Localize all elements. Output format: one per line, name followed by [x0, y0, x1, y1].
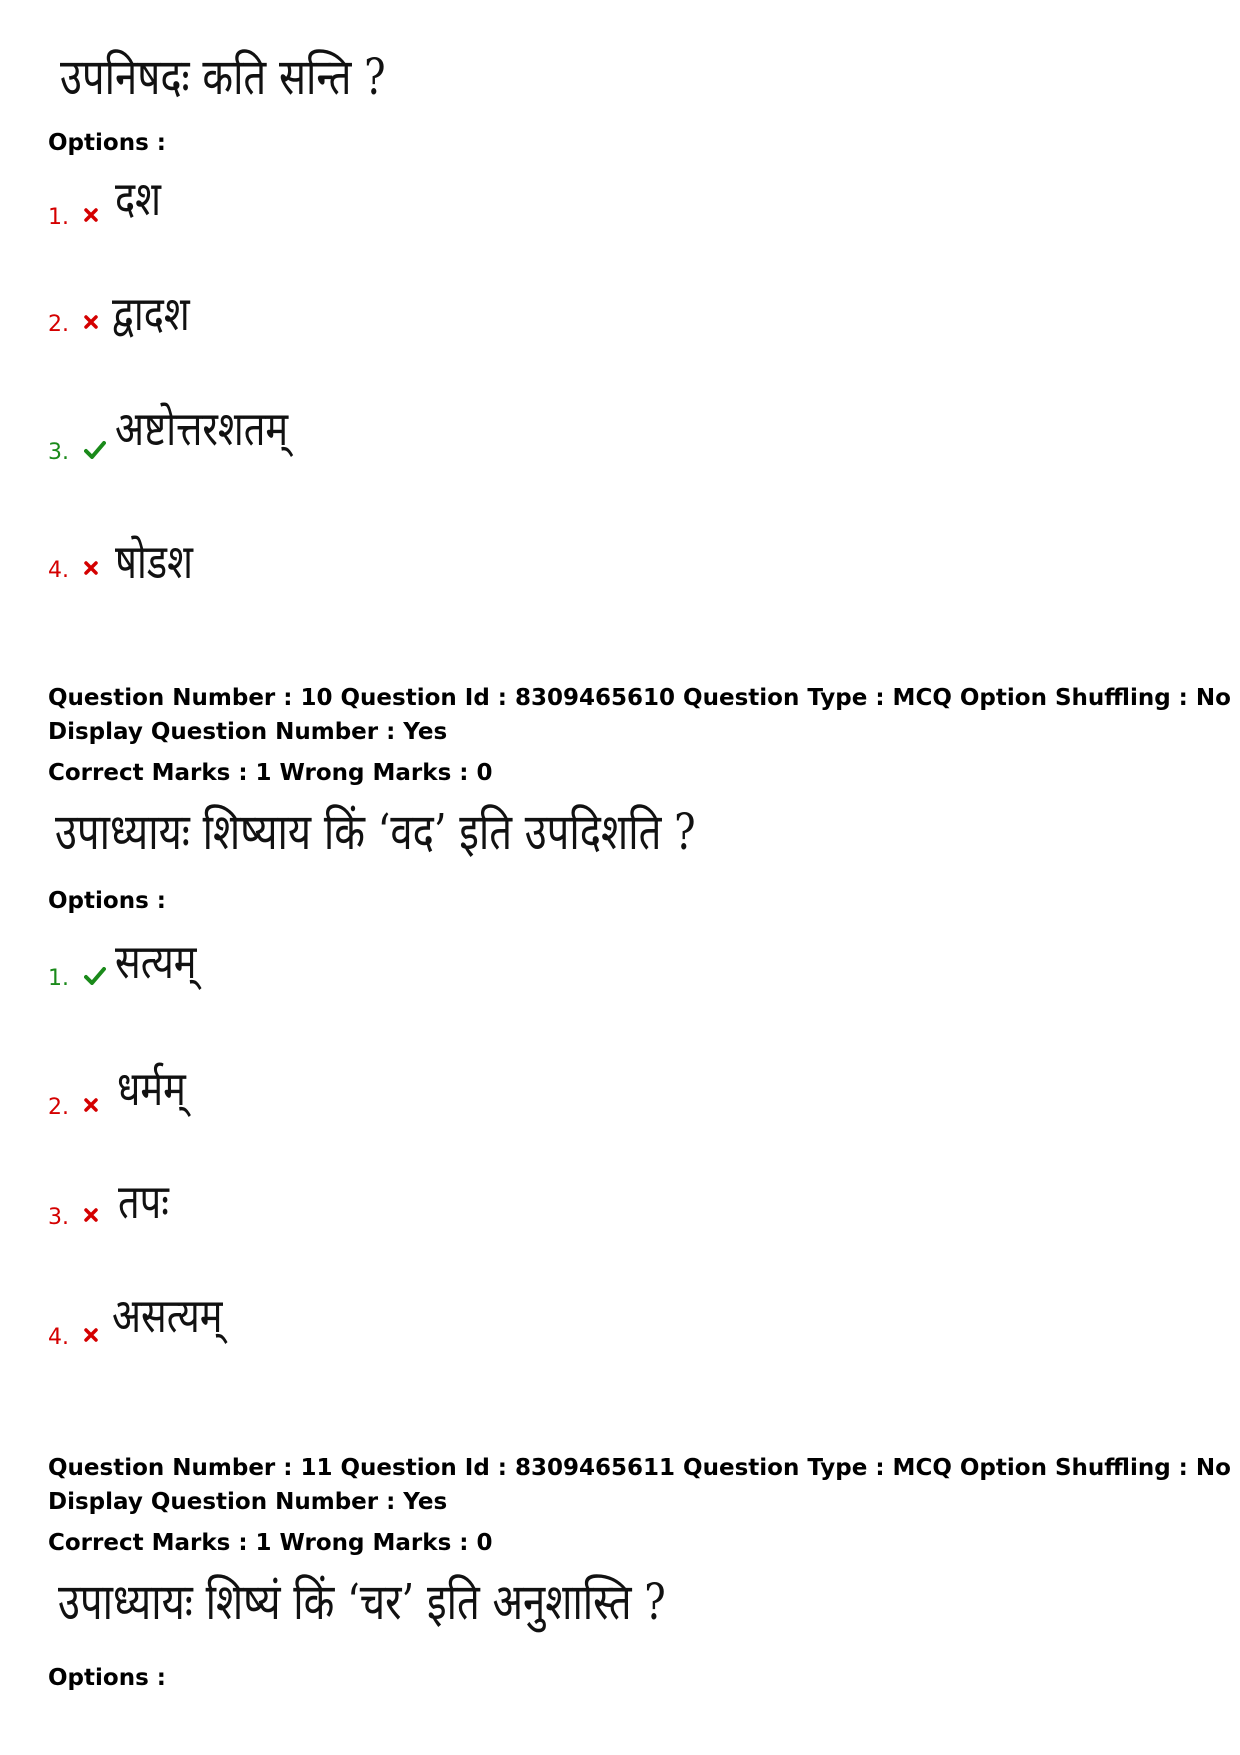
option-number: 3.	[48, 440, 106, 465]
option-text: दश	[115, 171, 162, 227]
cross-icon	[84, 1208, 98, 1222]
options-label: Options :	[48, 888, 166, 914]
option-text: अष्टोत्तरशतम्	[115, 401, 289, 457]
question-meta-display: Display Question Number : Yes	[48, 1489, 448, 1515]
cross-icon	[84, 1328, 98, 1342]
option-number: 4.	[48, 1325, 98, 1350]
check-icon	[84, 967, 106, 985]
option-number: 4.	[48, 558, 98, 583]
option-number: 2.	[48, 1095, 98, 1120]
question-meta: Question Number : 11 Question Id : 8309465611 Question Type : MCQ Option Shuffling : No	[48, 1455, 1231, 1481]
cross-icon	[84, 1098, 98, 1112]
option-number: 2.	[48, 312, 98, 337]
option-text: सत्यम्	[115, 934, 197, 990]
option-text: द्वादश	[112, 286, 190, 342]
check-icon	[84, 441, 106, 459]
question-text: उपाध्यायः शिष्याय किं ‘वद’ इति उपदिशति ?	[55, 803, 696, 862]
options-label: Options :	[48, 1665, 166, 1691]
cross-icon	[84, 208, 98, 222]
options-label: Options :	[48, 130, 166, 156]
option-number: 3.	[48, 1205, 98, 1230]
option-number: 1.	[48, 205, 98, 230]
question-marks: Correct Marks : 1 Wrong Marks : 0	[48, 1530, 493, 1556]
option-text: धर्मम्	[117, 1061, 186, 1117]
option-text: षोडश	[115, 534, 193, 590]
question-text: उपनिषदः कति सन्ति ?	[60, 48, 386, 107]
option-text: तपः	[118, 1174, 169, 1230]
question-meta: Question Number : 10 Question Id : 8309465610 Question Type : MCQ Option Shuffling : No	[48, 685, 1231, 711]
cross-icon	[84, 315, 98, 329]
cross-icon	[84, 561, 98, 575]
question-meta-display: Display Question Number : Yes	[48, 719, 448, 745]
option-number: 1.	[48, 966, 106, 991]
question-marks: Correct Marks : 1 Wrong Marks : 0	[48, 760, 493, 786]
option-text: असत्यम्	[112, 1288, 223, 1344]
question-text: उपाध्यायः शिष्यं किं ‘चर’ इति अनुशास्ति ?	[58, 1573, 666, 1632]
